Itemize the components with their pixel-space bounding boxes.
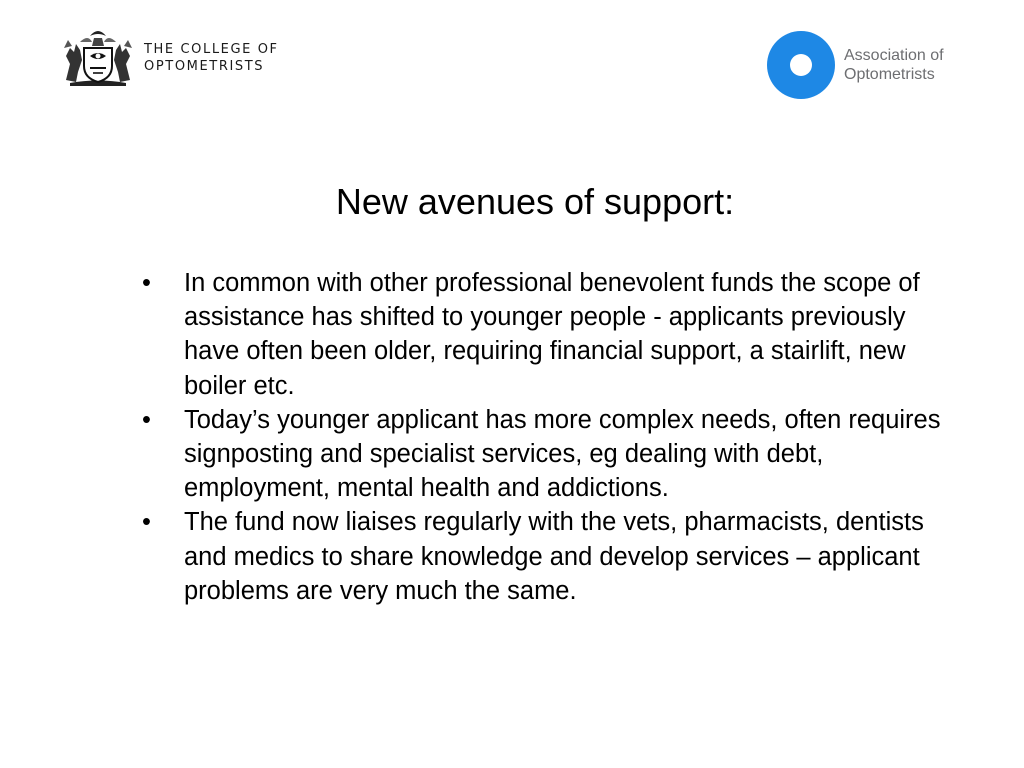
aop-name [844, 46, 944, 84]
college-name-line-1: THE COLLEGE OF [144, 42, 279, 57]
bullet-symbol: • [142, 405, 151, 434]
slide-title: New avenues of support: [335, 181, 735, 222]
bullet-text: In common with other professional benevolent funds the scope of assistance has shifted to younger people - applicants previously have often been older, requiring financial support, a stairlift, new boiler etc. [184, 269, 920, 400]
bullet-item [142, 505, 942, 608]
association-of-optometrists-logo [766, 30, 966, 102]
heraldic-crest-icon [60, 26, 136, 88]
bullet-item [142, 403, 942, 506]
aop-name-line-1: Association of [844, 47, 944, 64]
bullet-text: Today’s younger applicant has more complex needs, often requires signposting and specialist services, eg dealing with debt, employment, mental health and addictions. [184, 405, 941, 503]
aop-name-line-2: Optometrists [844, 66, 935, 83]
bullet-item [142, 266, 942, 403]
bullet-symbol: • [142, 508, 151, 537]
college-name-line-2: OPTOMETRISTS [144, 59, 265, 74]
college-of-optometrists-logo [60, 26, 300, 88]
bullet-symbol: • [142, 269, 151, 297]
ring-logo-icon [766, 30, 836, 100]
bullet-list [142, 266, 942, 608]
bullet-text: The fund now liaises regularly with the vets, pharmacists, dentists and medics to share knowledge and develop services – applicant problems are very much the same. [184, 508, 924, 605]
college-name [144, 41, 279, 75]
